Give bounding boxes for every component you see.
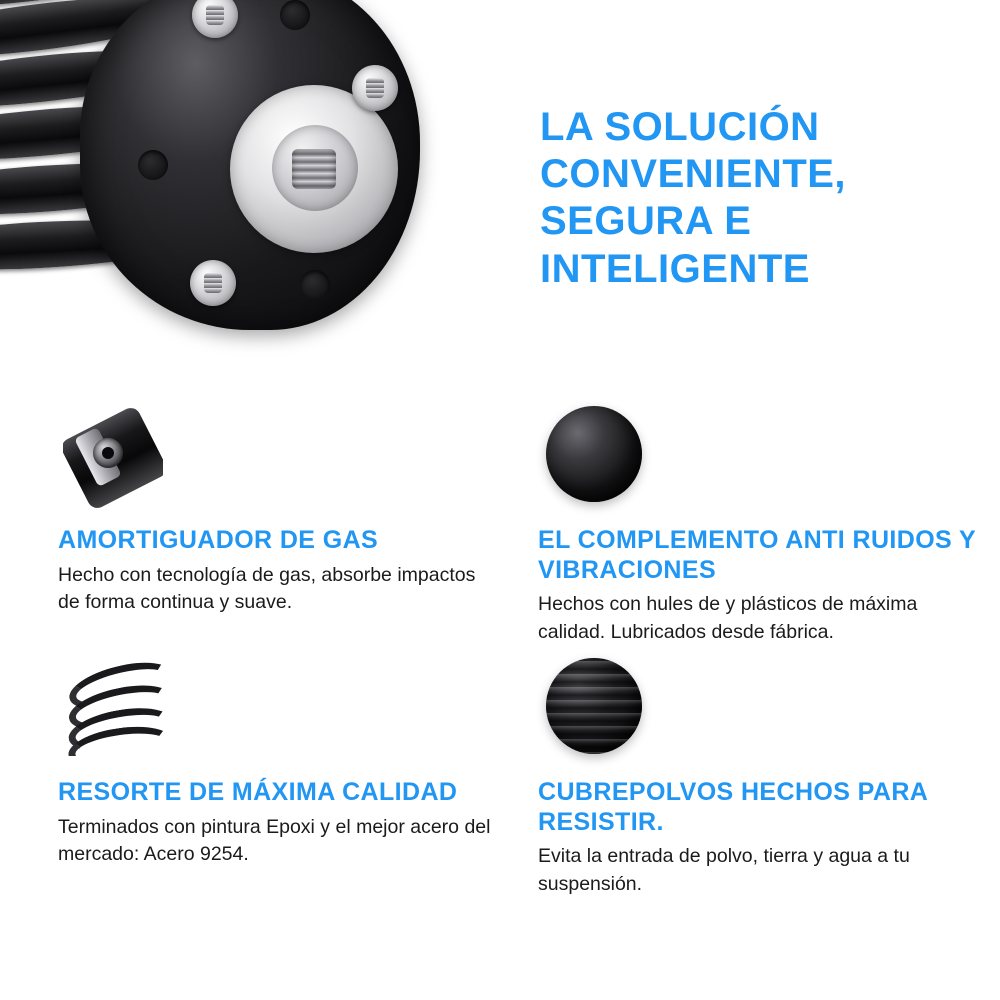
mount-recess (280, 0, 310, 30)
feature-title: EL COMPLEMENTO ANTI RUIDOS Y VIBRACIONES (538, 526, 976, 584)
feature-description: Terminados con pintura Epoxi y el mejor acero del mercado: Acero 9254. (58, 815, 491, 866)
mounting-stud (352, 65, 398, 111)
feature-title: AMORTIGUADOR DE GAS (58, 526, 379, 554)
gas-shock-icon (58, 402, 168, 512)
rubber-bushing-icon (538, 402, 648, 512)
mounting-stud (190, 260, 236, 306)
feature-item (538, 654, 978, 898)
feature-grid (0, 392, 1000, 952)
feature-item (58, 402, 498, 617)
feature-description: Hechos con hules de y plásticos de máxima calidad. Lubricados desde fábrica. (538, 593, 918, 643)
feature-title: RESORTE DE MÁXIMA CALIDAD (58, 778, 458, 806)
mount-recess (138, 150, 168, 180)
feature-item (538, 402, 978, 646)
mount-recess (300, 270, 330, 300)
piston-hub (272, 125, 358, 211)
dust-boot-icon (538, 654, 648, 764)
strut-assembly-photo (0, 0, 480, 390)
threaded-rod (292, 149, 336, 189)
feature-description: Hecho con tecnología de gas, absorbe impactos de forma continua y suave. (58, 563, 476, 614)
headline: LA SOLUCIÓN CONVENIENTE, SEGURA E INTELIGENTE (540, 105, 847, 291)
feature-title: CUBREPOLVOS HECHOS PARA RESISTIR. (538, 778, 928, 836)
coil-spring-icon (58, 654, 168, 764)
feature-description: Evita la entrada de polvo, tierra y agua a tu suspensión. (538, 845, 910, 895)
feature-item (58, 654, 498, 869)
top-mount-photo (80, 0, 420, 330)
mounting-stud (192, 0, 238, 38)
